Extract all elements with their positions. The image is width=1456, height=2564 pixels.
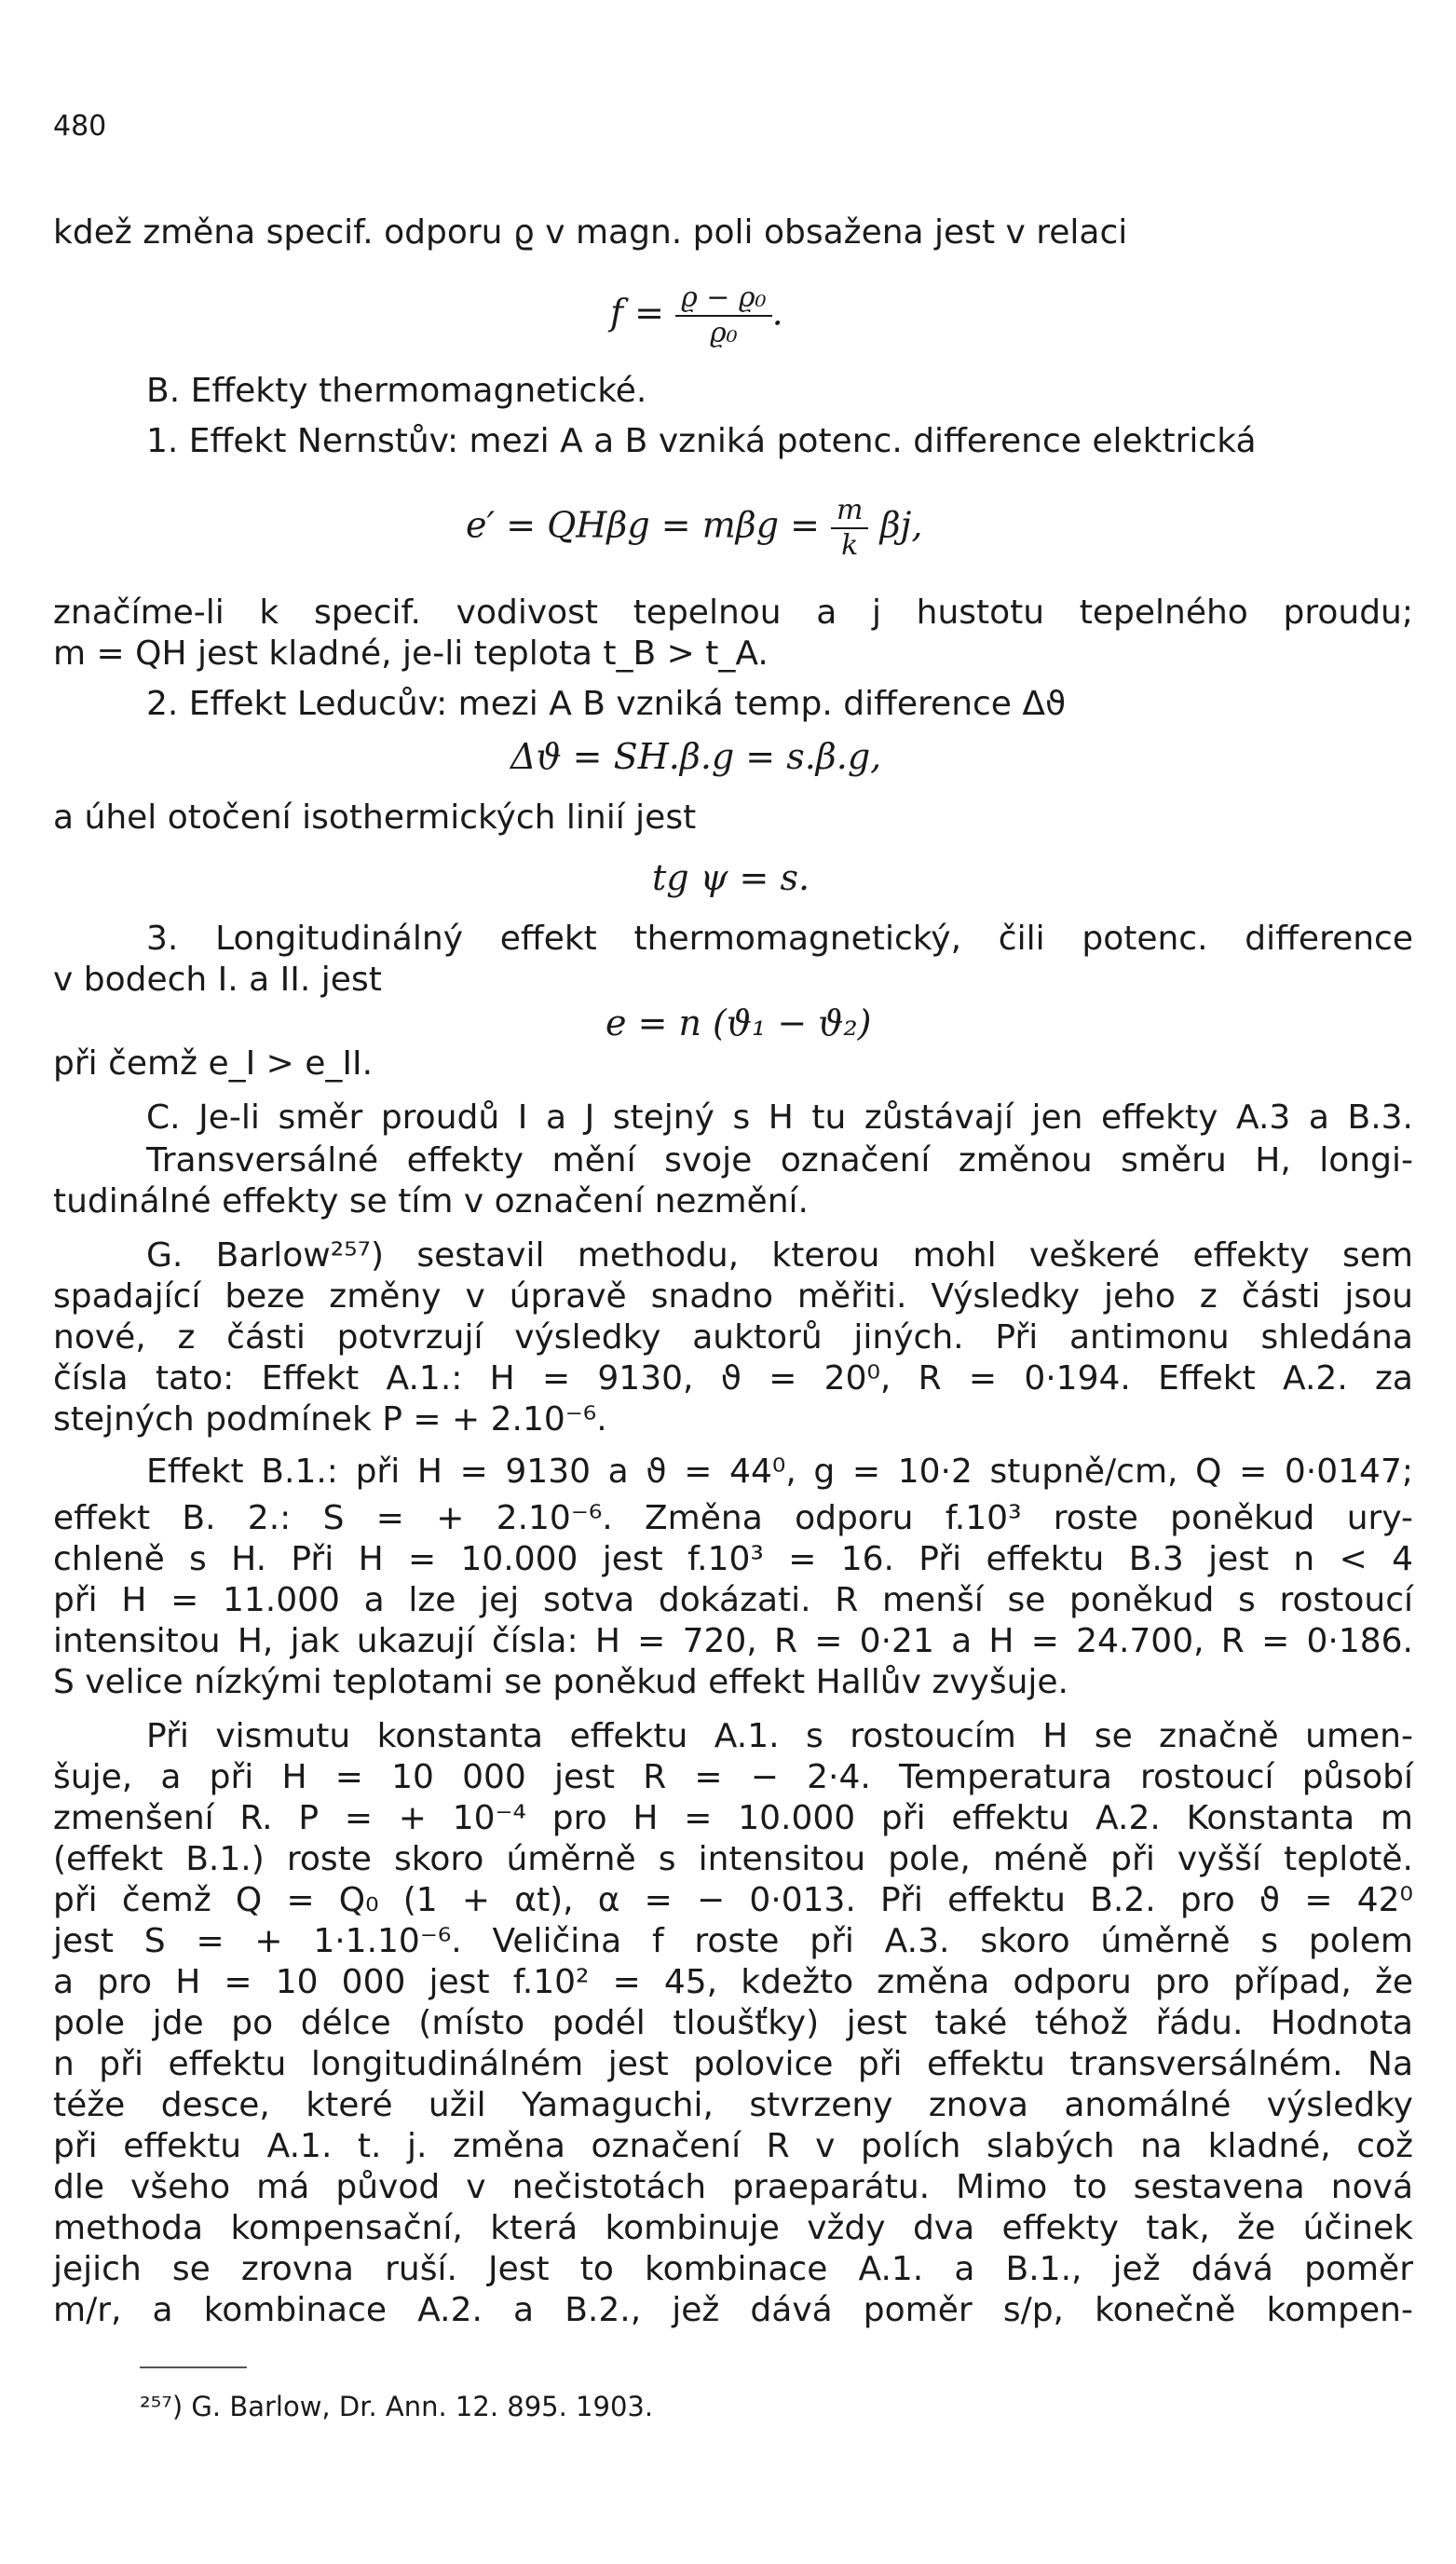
text-line: v bodech I. a II. jest bbox=[53, 961, 382, 999]
text-line: při H = 11.000 a lze jej sotva dokázati. R menší se poněkud s rostoucí bbox=[53, 1581, 1413, 1619]
equation-relation bbox=[610, 281, 783, 350]
footnote: ²⁵⁷) G. Barlow, Dr. Ann. 12. 895. 1903. bbox=[140, 2391, 654, 2422]
text-line: 1. Effekt Nernstův: mezi A a B vzniká potenc. difference elektrická bbox=[146, 422, 1257, 460]
text-line: intensitou H, jak ukazují čísla: H = 720, R = 0·21 a H = 24.700, R = 0·186. bbox=[53, 1622, 1413, 1660]
text-line: effekt B. 2.: S = + 2.10⁻⁶. Změna odporu f.10³ roste poněkud ury- bbox=[53, 1499, 1413, 1537]
page-number: 480 bbox=[53, 110, 107, 143]
text-line: Při vismutu konstanta effektu A.1. s rostoucím H se značně umen- bbox=[146, 1717, 1413, 1755]
text-line: tudinálné effekty se tím v označení nezmění. bbox=[53, 1182, 809, 1221]
fraction-numerator: m bbox=[831, 494, 868, 529]
text-line: m/r, a kombinace A.2. a B.2., jež dává poměr s/p, konečně kompen- bbox=[53, 2291, 1413, 2329]
text-line: kdež změna specif. odporu ϱ v magn. poli obsažena jest v relaci bbox=[53, 213, 1128, 252]
section-heading-b: B. Effekty thermomagnetické. bbox=[146, 372, 647, 410]
text-line: a úhel otočení isothermických linií jest bbox=[53, 798, 697, 837]
text-line: značíme-li k specif. vodivost tepelnou a j hustotu tepelného proudu; bbox=[53, 593, 1413, 632]
text-line: jest S = + 1·1.10⁻⁶. Veličina f roste při A.3. skoro úměrně s polem bbox=[53, 1922, 1413, 1960]
text-line: n při effektu longitudinálném jest polovice při effektu transversálném. Na bbox=[53, 2045, 1413, 2083]
equation-fraction bbox=[831, 494, 868, 563]
text-line: methoda kompensační, která kombinuje vždy dva effekty tak, že účinek bbox=[53, 2209, 1413, 2247]
text-line: jejich se zrovna ruší. Jest to kombinace A.1. a B.1., jež dává poměr bbox=[53, 2250, 1413, 2288]
text-line: při čemž e_I > e_II. bbox=[53, 1044, 374, 1083]
equation-body: e′ = QHβg = mβg = bbox=[466, 504, 832, 546]
text-line: chleně s H. Při H = 10.000 jest f.10³ = 16. Při effektu B.3 jest n < 4 bbox=[53, 1540, 1413, 1578]
fraction-denominator: ϱ₀ bbox=[710, 317, 738, 349]
text-line: Effekt B.1.: při H = 9130 a ϑ = 44⁰, g = 10·2 stupně/cm, Q = 0·0147; bbox=[146, 1452, 1413, 1491]
text-line: 2. Effekt Leducův: mezi A B vzniká temp. difference Δϑ bbox=[146, 685, 1067, 723]
text-line: při effektu A.1. t. j. změna označení R v polích slabých na kladné, což bbox=[53, 2127, 1413, 2165]
text-line: dle všeho má původ v nečistotách praeparátu. Mimo to sestavena nová bbox=[53, 2168, 1413, 2206]
text-line: nové, z části potvrzují výsledky auktorů jiných. Při antimonu shledána bbox=[53, 1318, 1413, 1357]
text-line: m = QH jest kladné, je-li teplota t_B > t_A. bbox=[53, 634, 769, 673]
text-line: S velice nízkými teplotami se poněkud effekt Hallův zvyšuje. bbox=[53, 1663, 1068, 1701]
equation-end: βj, bbox=[879, 504, 923, 546]
equation-fraction bbox=[675, 281, 772, 350]
equation-longitudinal: e = n (ϑ₁ − ϑ₂) bbox=[606, 1002, 872, 1043]
text-line: a pro H = 10 000 jest f.10² = 45, kdežto změna odporu pro případ, že bbox=[53, 1963, 1413, 2001]
equation-leduc: Δϑ = SH.β.g = s.β.g, bbox=[510, 736, 882, 777]
text-line: spadající beze změny v úpravě snadno měřiti. Výsledky jeho z části jsou bbox=[53, 1277, 1413, 1316]
text-line: při čemž Q = Q₀ (1 + αt), α = − 0·013. Při effektu B.2. pro ϑ = 42⁰ bbox=[53, 1881, 1413, 1919]
text-line: šuje, a při H = 10 000 jest R = − 2·4. Temperatura rostoucí působí bbox=[53, 1758, 1413, 1796]
text-line: G. Barlow²⁵⁷) sestavil methodu, kterou mohl veškeré effekty sem bbox=[146, 1236, 1413, 1275]
text-line: Transversálné effekty mění svoje označení změnou směru H, longi- bbox=[146, 1141, 1413, 1180]
text-line: téže desce, které užil Yamaguchi, stvrzeny znova anomálné výsledky bbox=[53, 2086, 1413, 2124]
equation-end: . bbox=[771, 292, 783, 334]
equation-lhs: f = bbox=[610, 292, 664, 334]
text-line: (effekt B.1.) roste skoro úměrně s intensitou pole, méně při vyšší teplotě. bbox=[53, 1840, 1413, 1878]
footnote-rule bbox=[140, 2366, 247, 2368]
fraction-denominator: k bbox=[841, 529, 859, 562]
equation-tg: tg ψ = s. bbox=[652, 857, 810, 898]
text-line: 3. Longitudinálný effekt thermomagnetický, čili potenc. difference bbox=[146, 920, 1413, 958]
section-c: C. Je-li směr proudů I a J stejný s H tu zůstávají jen effekty A.3 a B.3. bbox=[146, 1098, 1413, 1137]
text-line: zmenšení R. P = + 10⁻⁴ pro H = 10.000 při effektu A.2. Konstanta m bbox=[53, 1799, 1413, 1837]
text-line: pole jde po délce (místo podél tloušťky) jest také téhož řádu. Hodnota bbox=[53, 2004, 1413, 2042]
text-line: čísla tato: Effekt A.1.: H = 9130, ϑ = 20⁰, R = 0·194. Effekt A.2. za bbox=[53, 1359, 1413, 1398]
fraction-numerator: ϱ − ϱ₀ bbox=[675, 281, 772, 317]
equation-nernst bbox=[466, 494, 922, 563]
text-line: stejných podmínek P = + 2.10⁻⁶. bbox=[53, 1400, 607, 1439]
